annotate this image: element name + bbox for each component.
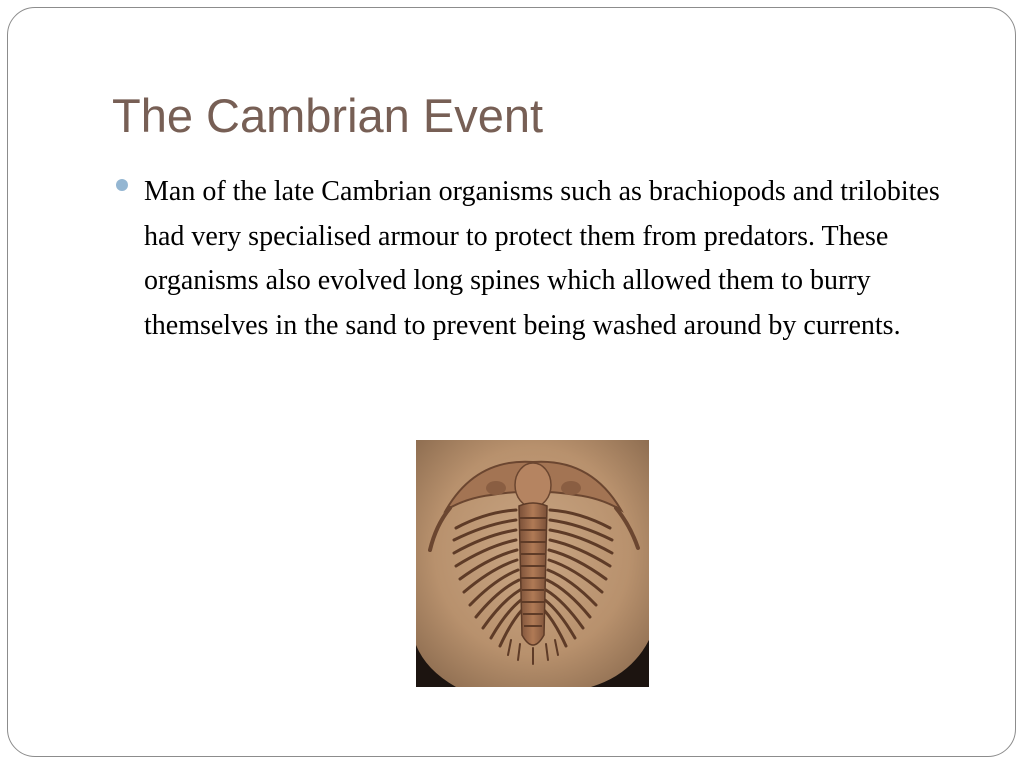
bullet-dot-icon: [116, 179, 128, 191]
bullet-text: Man of the late Cambrian organisms such as brachiopods and trilobites had very specialised armour to protect them from predators. These organisms also evolved long spines which allowed them to burry themselves in the sand to prevent being washed around by currents.: [144, 176, 940, 341]
trilobite-fossil-image: [416, 440, 649, 687]
bullet-item: [116, 170, 946, 348]
bullet-list: [116, 170, 946, 348]
slide-title: The Cambrian Event: [112, 89, 544, 142]
